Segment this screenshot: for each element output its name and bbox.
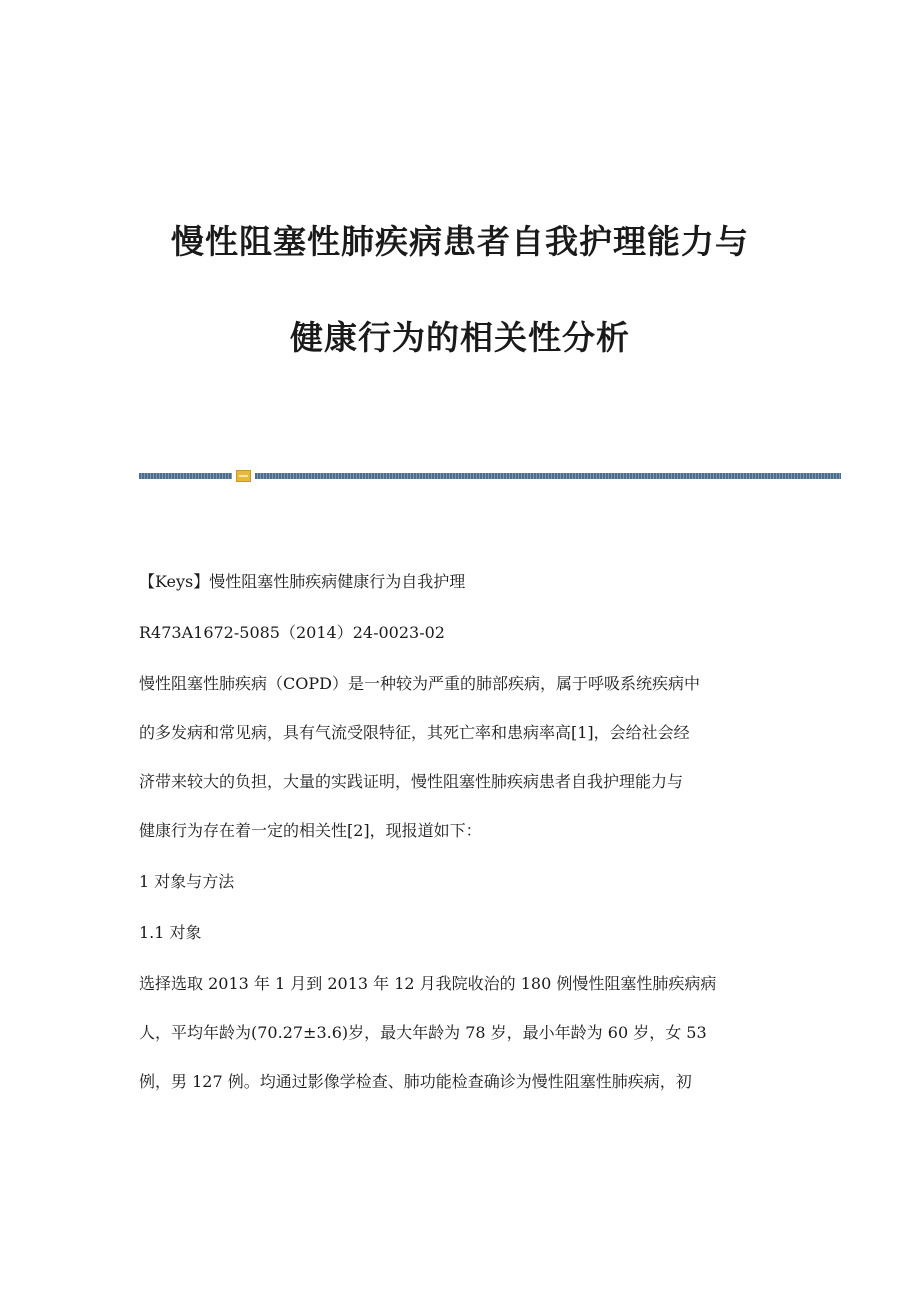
document-body [139, 568, 779, 1096]
section-heading: 1 对象与方法 [139, 872, 235, 891]
intro-line: 健康行为存在着一定的相关性[2]，现报道如下： [139, 821, 482, 840]
divider-bar-right [255, 473, 841, 479]
divider-bar-left [139, 473, 232, 479]
intro-line: 的多发病和常见病，具有气流受限特征，其死亡率和患病率高[1]，会给社会经 [139, 723, 690, 742]
keywords-line: 【Keys】慢性阻塞性肺疾病健康行为自我护理 [139, 572, 466, 591]
intro-paragraph [139, 670, 779, 845]
subsection-line: 人，平均年龄为(70.27±3.6)岁，最大年龄为 78 岁，最小年龄为 60 岁，女 53 [139, 1023, 707, 1042]
subsection-heading: 1.1 对象 [139, 923, 202, 942]
subsection-line: 选择选取 2013 年 1 月到 2013 年 12 月我院收治的 180 例慢性阻塞性肺疾病病 [139, 974, 717, 993]
classification-line: R473A1672-5085（2014）24-0023-02 [139, 623, 445, 642]
intro-line: 慢性阻塞性肺疾病（COPD）是一种较为严重的肺部疾病，属于呼吸系统疾病中 [139, 674, 700, 693]
document-title-line-2: 健康行为的相关性分析 [290, 318, 630, 357]
divider-emblem-icon [236, 470, 251, 482]
subsection-paragraph [139, 970, 779, 1096]
intro-line: 济带来较大的负担，大量的实践证明，慢性阻塞性肺疾病患者自我护理能力与 [139, 772, 684, 791]
document-title-line-1: 慢性阻塞性肺疾病患者自我护理能力与 [171, 222, 749, 261]
subsection-line: 例，男 127 例。均通过影像学检查、肺功能检查确诊为慢性阻塞性肺疾病，初 [139, 1072, 692, 1091]
decorative-divider [139, 470, 841, 482]
